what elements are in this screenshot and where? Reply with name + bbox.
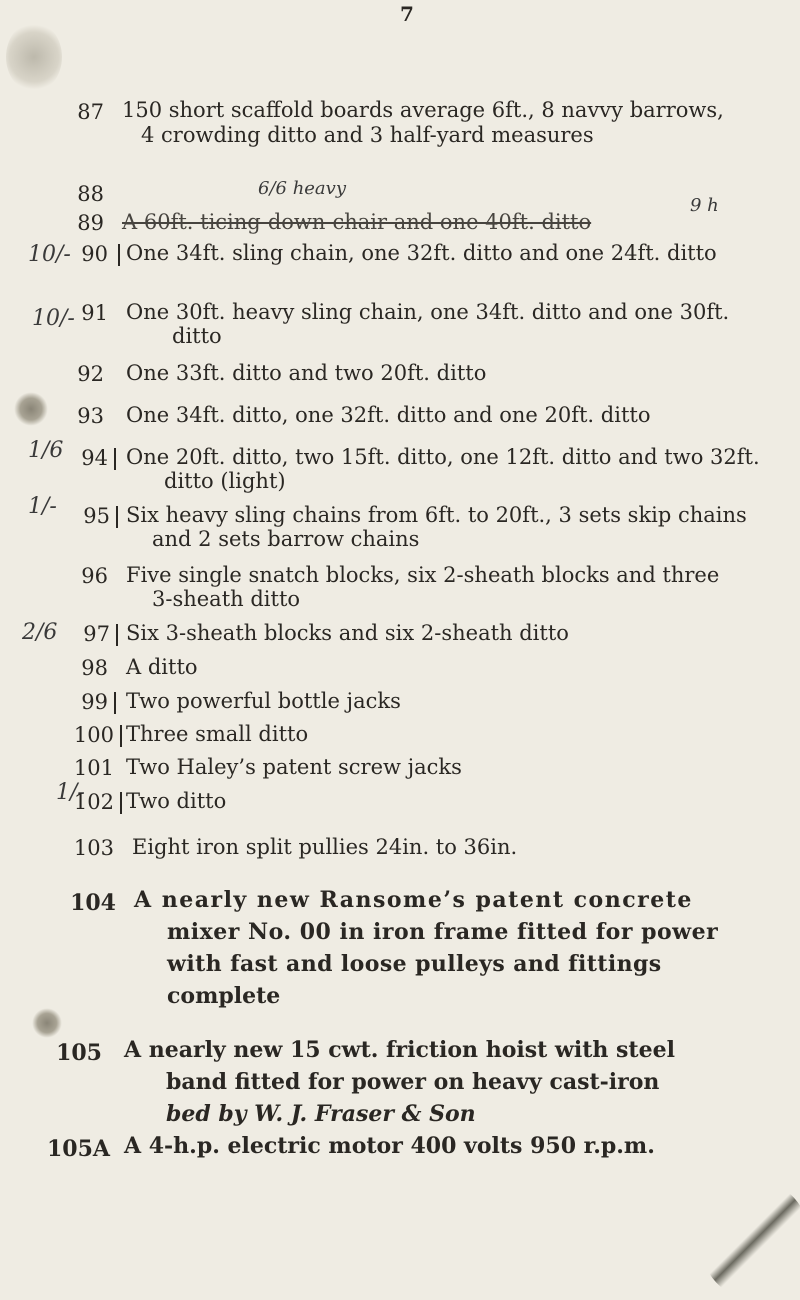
rule	[114, 692, 116, 714]
lot-line: A nearly new 15 cwt. friction hoist with steel	[124, 1037, 675, 1063]
lot-number: 100	[73, 723, 114, 747]
lot-line: A ditto	[126, 655, 198, 679]
lot-line: bed by W. J. Fraser & Son	[166, 1101, 476, 1127]
lot-number: 89	[77, 211, 104, 235]
lot-line: Six heavy sling chains from 6ft. to 20ft., 3 sets skip chains	[126, 503, 747, 527]
lot-line: with fast and loose pulleys and fittings	[167, 951, 662, 977]
margin-note-89-right: 9 h	[690, 195, 719, 216]
lot-line: 3-sheath ditto	[152, 587, 301, 611]
ink-blot-104	[32, 1008, 62, 1038]
ink-blot-93	[14, 392, 48, 426]
rule	[114, 448, 116, 470]
margin-note-101: 1/-	[56, 780, 85, 805]
lot-number: 98	[81, 656, 108, 680]
lot-line: One 34ft. ditto, one 32ft. ditto and one 20ft. ditto	[126, 403, 651, 427]
lot-line: and 2 sets barrow chains	[152, 527, 420, 551]
margin-note-95: 1/-	[28, 494, 57, 519]
lot-number: 102	[73, 790, 114, 814]
lot-line: Six 3-sheath blocks and six 2-sheath ditto	[126, 621, 569, 645]
lot-number: 104	[70, 890, 116, 916]
margin-note-88: 6/6 heavy	[258, 178, 347, 199]
margin-note-97: 2/6	[22, 620, 58, 645]
lot-number: 93	[77, 404, 104, 428]
lot-number: 92	[77, 362, 104, 386]
rule	[118, 244, 120, 266]
margin-note-91: 10/-	[32, 306, 75, 331]
lot-line-struck: A 60ft. ticing-down-chair and one 40ft. ditto	[122, 210, 592, 234]
lot-line: One 34ft. sling chain, one 32ft. ditto and one 24ft. ditto	[126, 241, 717, 265]
lot-number: 94	[81, 446, 108, 470]
lot-number: 87	[77, 100, 104, 124]
page-number: 7	[400, 2, 414, 26]
lot-number: 103	[73, 836, 114, 860]
lot-number: 99	[81, 690, 108, 714]
lot-line: complete	[167, 983, 281, 1009]
rule	[116, 506, 118, 528]
lot-line: Two Haley’s patent screw jacks	[126, 755, 462, 779]
rule	[120, 792, 122, 814]
lot-line: Eight iron split pullies 24in. to 36in.	[132, 835, 518, 859]
lot-line: Two powerful bottle jacks	[126, 689, 401, 713]
lot-number: 97	[83, 622, 110, 646]
ink-blot-top-left	[6, 22, 62, 92]
lot-number: 91	[81, 301, 108, 325]
lot-line: 4 crowding ditto and 3 half-yard measures	[141, 123, 594, 147]
rule	[116, 624, 118, 646]
lot-line: A 4-h.p. electric motor 400 volts 950 r.p.m.	[124, 1133, 655, 1159]
margin-note-94: 1/6	[28, 438, 64, 463]
lot-number: 105	[56, 1040, 102, 1066]
margin-note-90: 10/-	[28, 242, 71, 267]
lot-line: 150 short scaffold boards average 6ft., 8 navvy barrows,	[122, 98, 724, 122]
lot-line: ditto (light)	[164, 469, 286, 493]
lot-line: ditto	[172, 324, 222, 348]
lot-line: One 20ft. ditto, two 15ft. ditto, one 12ft. ditto and two 32ft.	[126, 445, 760, 469]
lot-number: 105A	[47, 1136, 110, 1162]
lot-number: 101	[73, 756, 114, 780]
lot-line: A nearly new Ransome’s patent concrete	[134, 887, 693, 913]
lot-line: Five single snatch blocks, six 2-sheath blocks and three	[126, 563, 720, 587]
lot-number: 96	[81, 564, 108, 588]
lot-line: mixer No. 00 in iron frame fitted for power	[167, 919, 719, 945]
lot-line: Two ditto	[126, 789, 227, 813]
lot-line: Three small ditto	[126, 722, 309, 746]
rule	[120, 725, 122, 747]
lot-line: One 33ft. ditto and two 20ft. ditto	[126, 361, 487, 385]
lot-number: 88	[77, 182, 104, 206]
lot-line: band fitted for power on heavy cast-iron	[166, 1069, 660, 1095]
lot-number: 90	[81, 242, 108, 266]
lot-line: One 30ft. heavy sling chain, one 34ft. ditto and one 30ft.	[126, 300, 730, 324]
pencil-mark-bottom-right	[700, 1180, 800, 1300]
lot-number: 95	[83, 504, 110, 528]
